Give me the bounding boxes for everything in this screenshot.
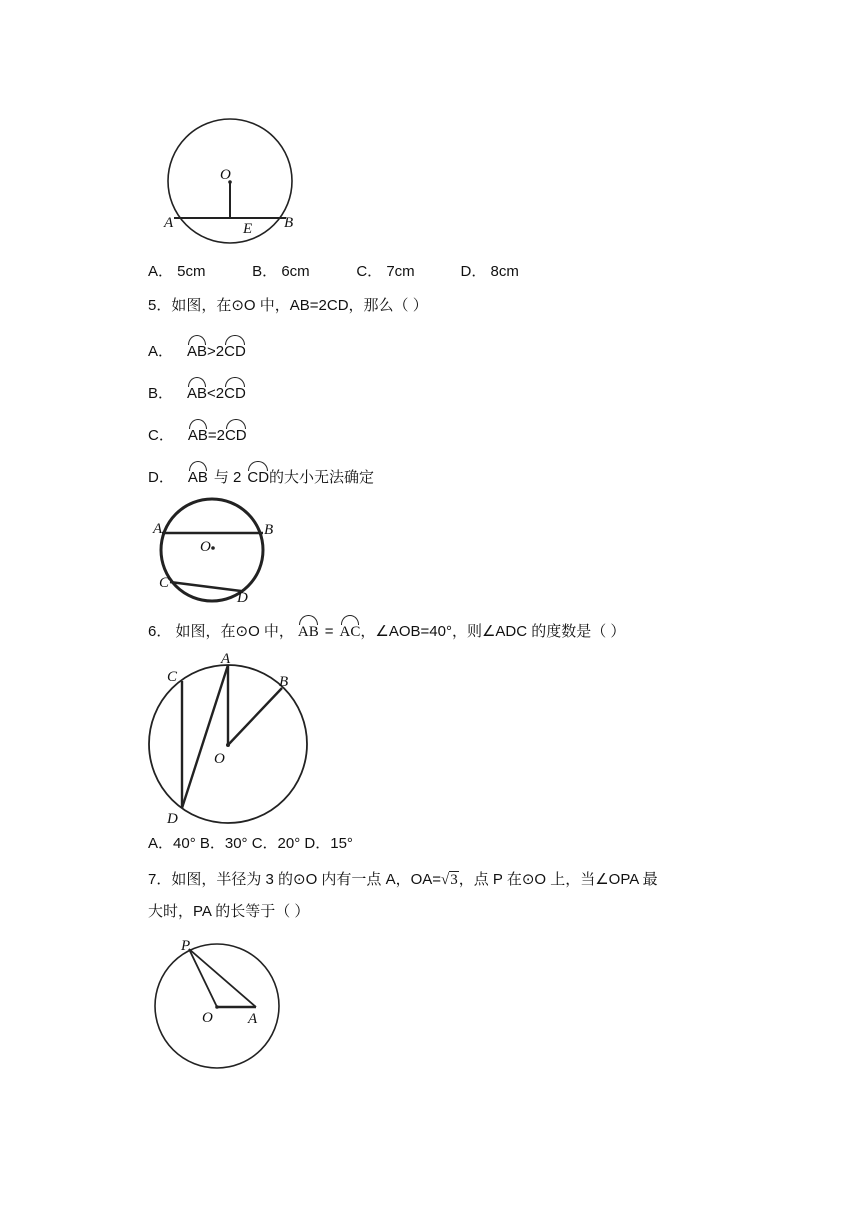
- arc-ab: AB: [187, 380, 207, 404]
- q4-options: [148, 262, 519, 282]
- figure-q7-circle: [150, 935, 310, 1075]
- q5-option-c[interactable]: C． AB=2CD: [148, 422, 247, 446]
- arc-cd: CD: [224, 380, 246, 404]
- label-b: B: [279, 674, 289, 690]
- q5-option-a[interactable]: A． AB>2CD: [148, 338, 246, 362]
- q5-stem: 5．如图，在⊙O 中，AB=2CD，那么（ ）: [148, 297, 428, 314]
- label-o: O: [220, 167, 231, 183]
- label-a: A: [248, 1011, 258, 1027]
- arc-cd: CD: [224, 338, 246, 362]
- label-a: A: [164, 215, 174, 231]
- q7-stem-line1: 7．如图，半径为 3 的⊙O 内有一点 A，OA=√3，点 P 在⊙O 上，当∠OPA 最: [148, 871, 658, 888]
- q5-option-b[interactable]: B． AB<2CD: [148, 380, 246, 404]
- q4-option-b[interactable]: B． 6cm: [252, 263, 310, 280]
- label-p: P: [181, 938, 191, 954]
- label-o: O: [202, 1010, 213, 1026]
- label-c: C: [159, 575, 170, 591]
- label-a: A: [153, 521, 163, 537]
- figure-q4-circle: [160, 115, 310, 250]
- q4-option-d[interactable]: D． 8cm: [460, 263, 519, 280]
- figure-q5-circle: [150, 495, 275, 605]
- arc-ac: AC: [340, 618, 361, 642]
- label-o: O: [214, 751, 225, 767]
- q4-option-c[interactable]: C． 7cm: [356, 263, 415, 280]
- q5-option-d[interactable]: D． AB 与 2 CD的大小无法确定: [148, 464, 374, 488]
- label-c: C: [167, 669, 178, 685]
- arc-cd: CD: [247, 464, 269, 488]
- q6-options[interactable]: A．40° B．30° C．20° D．15°: [148, 835, 353, 852]
- label-b: B: [284, 215, 294, 231]
- arc-ab: AB: [188, 422, 208, 446]
- q4-option-a[interactable]: A． 5cm: [148, 263, 206, 280]
- arc-ab: AB: [188, 464, 208, 488]
- arc-ab: AB: [298, 618, 319, 642]
- arc-cd: CD: [225, 422, 247, 446]
- label-a: A: [221, 651, 231, 667]
- label-e: E: [243, 221, 253, 237]
- sqrt-3: √3: [441, 872, 458, 888]
- label-b: B: [264, 522, 274, 538]
- label-d: D: [167, 811, 178, 827]
- arc-ab: AB: [187, 338, 207, 362]
- figure-q6-circle: [145, 648, 315, 828]
- label-d: D: [237, 590, 248, 606]
- q6-stem: 6． 如图，在⊙O 中， AB = AC，∠AOB=40°，则∠ADC 的度数是（ ）: [148, 618, 625, 642]
- q7-stem-line2: 大时，PA 的长等于（ ）: [148, 903, 310, 920]
- label-o: O: [200, 539, 211, 555]
